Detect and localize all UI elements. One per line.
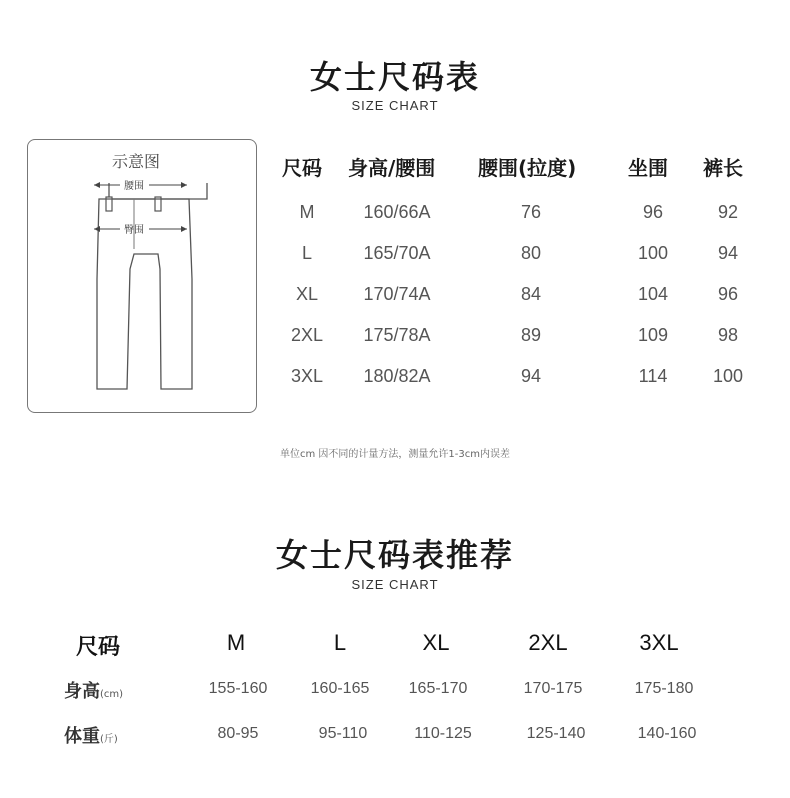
chart-subtitle: SIZE CHART bbox=[351, 98, 439, 113]
table-cell-length: 94 bbox=[717, 243, 739, 263]
table-cell-size: L bbox=[301, 243, 312, 263]
recommend-height: 155-160 bbox=[208, 680, 268, 697]
table-cell-waist-stretch: 94 bbox=[520, 366, 542, 386]
recommend-size: M bbox=[226, 630, 246, 655]
recommend-weight: 140-160 bbox=[637, 725, 697, 742]
table-cell-height-waist: 165/70A bbox=[363, 243, 431, 263]
recommend-height: 175-180 bbox=[634, 680, 694, 697]
table-cell-height-waist: 170/74A bbox=[363, 284, 431, 304]
table-cell-waist-stretch: 76 bbox=[520, 202, 542, 222]
table-cell-length: 100 bbox=[712, 366, 744, 386]
header-waist-stretch: 腰围(拉度) bbox=[478, 156, 577, 180]
recommend-weight: 110-125 bbox=[414, 725, 472, 742]
header-length: 裤长 bbox=[703, 156, 743, 180]
table-cell-size: M bbox=[299, 202, 315, 222]
recommend-subtitle: SIZE CHART bbox=[351, 577, 439, 592]
table-cell-hip: 96 bbox=[642, 202, 664, 222]
table-cell-height-waist: 175/78A bbox=[363, 325, 431, 345]
table-cell-length: 92 bbox=[717, 202, 739, 222]
chart-title: 女士尺码表 bbox=[309, 58, 480, 96]
table-cell-waist-stretch: 84 bbox=[520, 284, 542, 304]
recommend-height: 165-170 bbox=[408, 680, 468, 697]
diagram-label: 示意图 bbox=[111, 152, 160, 171]
header-hip: 坐围 bbox=[628, 156, 668, 180]
table-cell-height-waist: 180/82A bbox=[363, 366, 431, 386]
table-cell-size: XL bbox=[295, 284, 319, 304]
weight-row-label: 体重(斤) bbox=[64, 726, 118, 747]
table-cell-height-waist: 160/66A bbox=[363, 202, 431, 222]
waist-measure-line bbox=[94, 180, 187, 192]
pants-diagram bbox=[27, 139, 257, 413]
recommend-height: 160-165 bbox=[310, 680, 370, 697]
table-cell-length: 98 bbox=[717, 325, 739, 345]
header-size: 尺码 bbox=[282, 156, 322, 180]
recommend-height: 170-175 bbox=[523, 680, 583, 697]
recommend-weight: 125-140 bbox=[526, 725, 586, 742]
size-header: 尺码 bbox=[76, 635, 121, 660]
waist-label: 腰围 bbox=[124, 181, 144, 192]
recommend-size: 3XL bbox=[639, 630, 679, 655]
table-cell-hip: 104 bbox=[637, 284, 669, 304]
table-cell-waist-stretch: 80 bbox=[520, 243, 542, 263]
recommend-size: XL bbox=[422, 630, 450, 655]
table-cell-hip: 100 bbox=[637, 243, 669, 263]
hip-label: 臀围 bbox=[124, 225, 144, 236]
height-row-label: 身高(cm) bbox=[64, 681, 124, 702]
recommend-size: 2XL bbox=[528, 630, 568, 655]
table-cell-size: 2XL bbox=[290, 325, 324, 345]
table-cell-hip: 109 bbox=[637, 325, 669, 345]
recommend-title: 女士尺码表推荐 bbox=[275, 536, 514, 574]
table-cell-length: 96 bbox=[717, 284, 739, 304]
recommend-weight: 95-110 bbox=[318, 725, 368, 742]
hip-measure-line bbox=[94, 224, 187, 236]
measurement-note: 单位cm 因不同的计量方法，测量允许1-3cm内误差 bbox=[280, 449, 510, 460]
recommend-size: L bbox=[333, 630, 347, 655]
table-cell-hip: 114 bbox=[638, 366, 668, 386]
header-height-waist: 身高/腰围 bbox=[348, 156, 436, 180]
table-cell-waist-stretch: 89 bbox=[520, 325, 542, 345]
recommend-weight: 80-95 bbox=[217, 725, 259, 742]
table-cell-size: 3XL bbox=[290, 366, 324, 386]
